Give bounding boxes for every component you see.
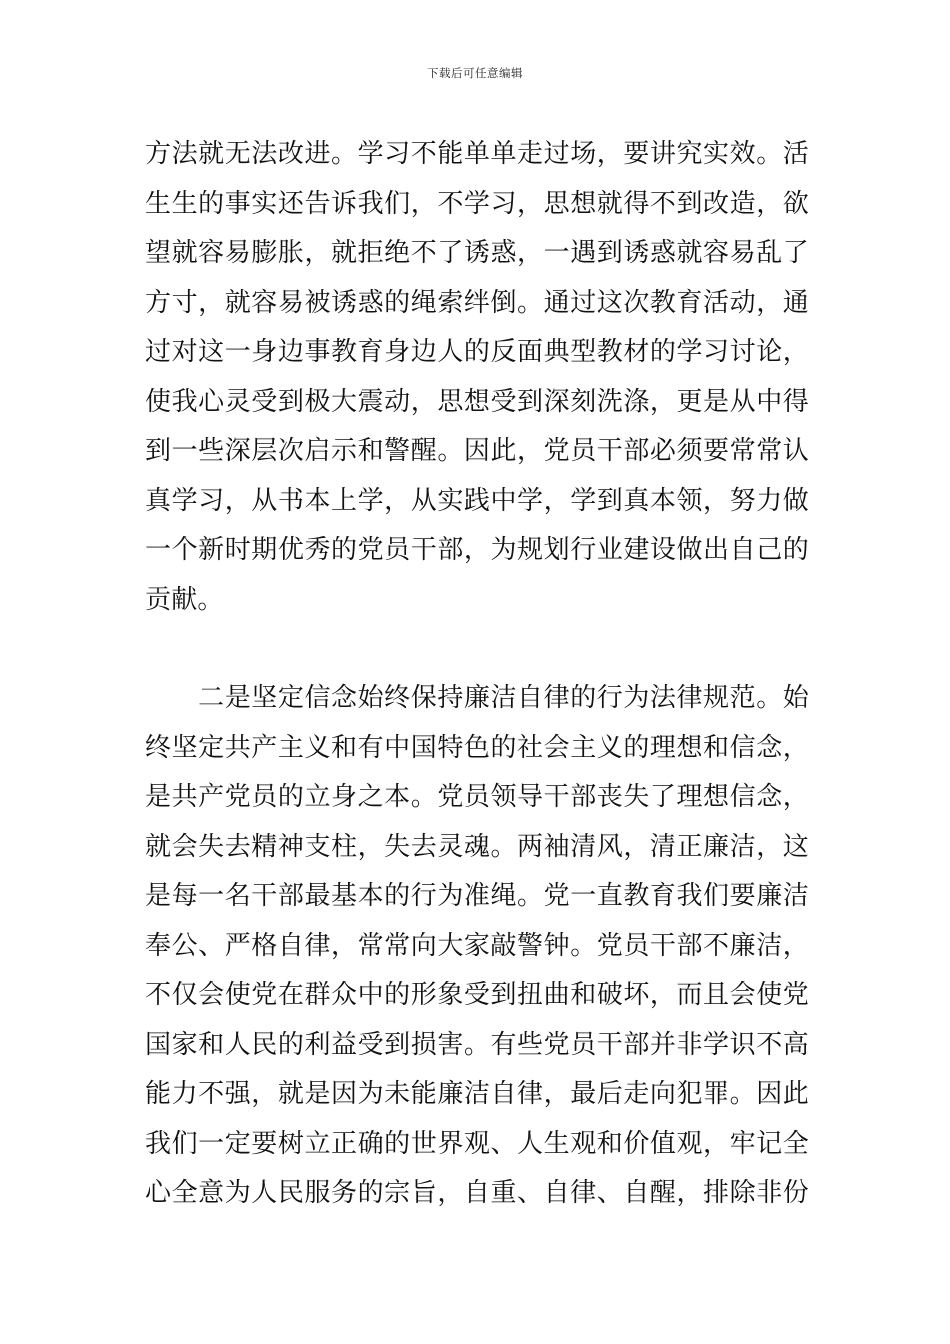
text-line: 终坚定共产主义和有中国特色的社会主义的理想和信念， — [145, 732, 809, 763]
text-line: 生生的事实还告诉我们，不学习，思想就得不到改造，欲 — [145, 188, 809, 219]
text-line: 不仅会使党在群众中的形象受到扭曲和破坏，而且会使党 — [145, 980, 809, 1010]
paragraph-1 — [145, 130, 809, 625]
text-line: 使我心灵受到极大震动，思想受到深刻洗涤，更是从中得 — [145, 386, 809, 417]
text-line: 心全意为人民服务的宗旨，自重、自律、自醒，排除非份 — [145, 1178, 809, 1208]
text-line: 是共产党员的立身之本。党员领导干部丧失了理想信念， — [145, 782, 809, 812]
text-line: 二是坚定信念始终保持廉洁自律的行为法律规范。始 — [145, 683, 809, 713]
text-line: 过对这一身边事教育身边人的反面典型教材的学习讨论， — [145, 337, 809, 367]
paragraph-2 — [145, 674, 809, 1219]
page-header: 下载后可任意编辑 — [427, 66, 523, 80]
text-line: 方寸，就容易被诱惑的绳索绊倒。通过这次教育活动，通 — [145, 287, 809, 318]
text-line: 就会失去精神支柱，失去灵魂。两袖清风，清正廉洁，这 — [145, 831, 809, 862]
text-line: 我们一定要树立正确的世界观、人生观和价值观，牢记全 — [145, 1128, 809, 1159]
text-line: 望就容易膨胀，就拒绝不了诱惑，一遇到诱惑就容易乱了 — [145, 238, 809, 268]
text-line: 贡献。 — [145, 584, 224, 615]
text-line: 真学习，从书本上学，从实践中学，学到真本领，努力做 — [145, 485, 809, 516]
text-line: 是每一名干部最基本的行为准绳。党一直教育我们要廉洁 — [145, 881, 809, 911]
text-line: 奉公、严格自律，常常向大家敲警钟。党员干部不廉洁， — [145, 930, 809, 961]
text-line: 到一些深层次启示和警醒。因此，党员干部必须要常常认 — [145, 436, 809, 466]
text-line: 方法就无法改进。学习不能单单走过场，要讲究实效。活 — [145, 139, 809, 169]
text-line: 能力不强，就是因为未能廉洁自律，最后走向犯罪。因此 — [145, 1079, 809, 1109]
text-line: 一个新时期优秀的党员干部，为规划行业建设做出自己的 — [145, 535, 809, 565]
text-line: 国家和人民的利益受到损害。有些党员干部并非学识不高 — [145, 1029, 809, 1060]
